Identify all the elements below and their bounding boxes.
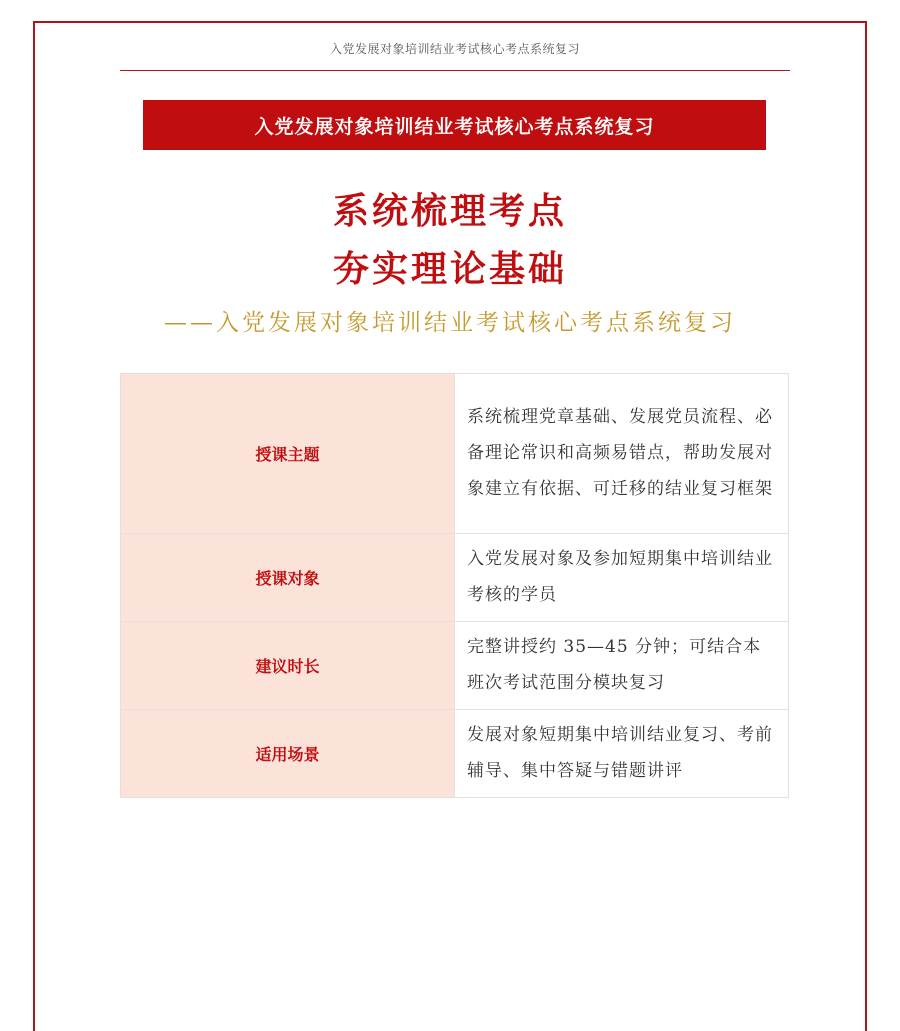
main-title-line-1: 系统梳理考点: [332, 191, 567, 232]
table-row-duration: [121, 622, 789, 710]
value-duration: 完整讲授约 35—45 分钟；可结合本班次考试范围分模块复习: [455, 622, 789, 710]
value-audience: 入党发展对象及参加短期集中培训结业考核的学员: [455, 534, 789, 622]
subtitle: ——入党发展对象培训结业考试核心考点系统复习: [164, 310, 736, 336]
value-topic: 系统梳理党章基础、发展党员流程、必备理论常识和高频易错点，帮助发展对象建立有依据、可迁移的结业复习框架: [455, 374, 789, 534]
value-scenario: 发展对象短期集中培训结业复习、考前辅导、集中答疑与错题讲评: [455, 710, 789, 798]
course-info-table: [120, 373, 789, 798]
main-title-line-2: 夯实理论基础: [332, 249, 567, 290]
label-duration: 建议时长: [121, 622, 455, 710]
table-row-audience: [121, 534, 789, 622]
running-header: 入党发展对象培训结业考试核心考点系统复习: [329, 42, 580, 56]
title-banner: [143, 100, 766, 150]
table-row-topic: [121, 374, 789, 534]
label-audience: 授课对象: [121, 534, 455, 622]
label-topic: 授课主题: [121, 374, 455, 534]
table-row-scenario: [121, 710, 789, 798]
banner-text: 入党发展对象培训结业考试核心考点系统复习: [254, 115, 655, 138]
header-divider: [120, 70, 790, 71]
label-scenario: 适用场景: [121, 710, 455, 798]
